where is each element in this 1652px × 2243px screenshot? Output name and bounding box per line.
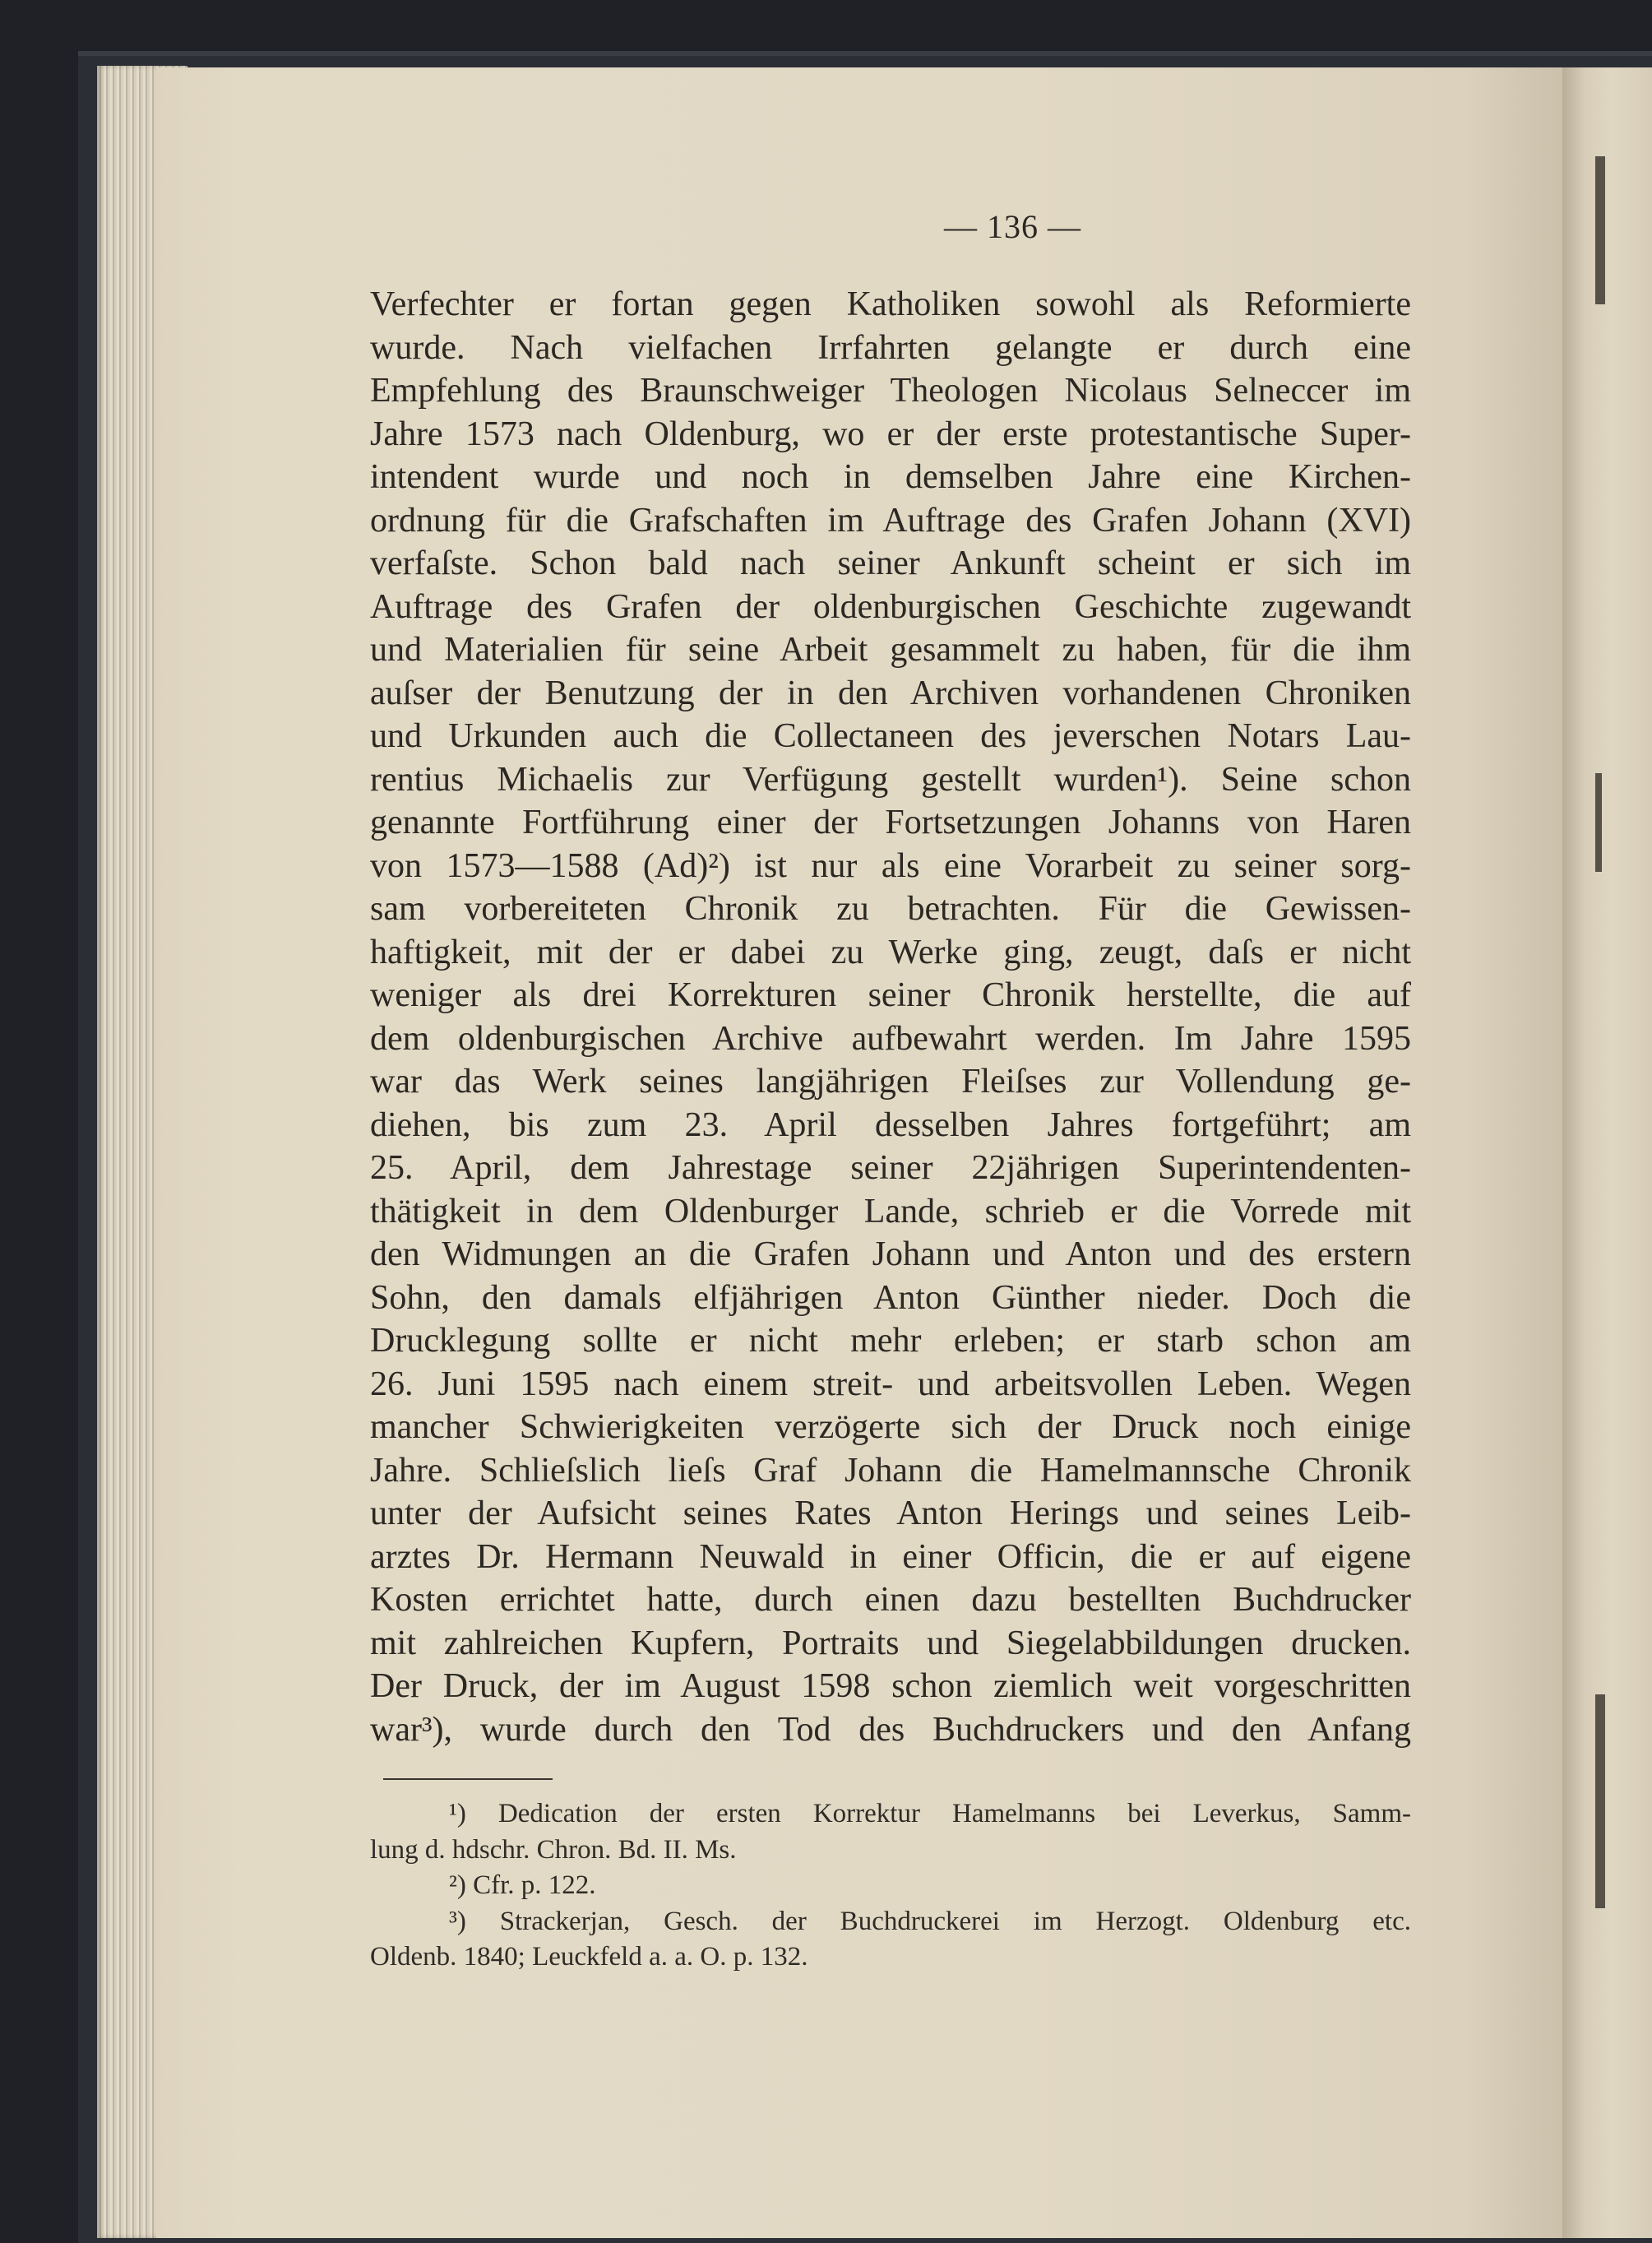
text-line: sam vorbereiteten Chronik zu betrachten. Für die Gewissen- (370, 890, 1411, 928)
text-line: mit zahlreichen Kupfern, Portraits und Siegelabbildungen drucken. (370, 1624, 1411, 1662)
text-line: rentius Michaelis zur Verfügung gestellt wurden¹). Seine schon (370, 760, 1411, 799)
text-line: Drucklegung sollte er nicht mehr erleben; er starb schon am (370, 1322, 1411, 1360)
text-line: diehen, bis zum 23. April desselben Jahres fortgeführt; am (370, 1105, 1411, 1144)
page-number: — 136 — (944, 208, 1081, 245)
text-line: weniger als drei Korrekturen seiner Chronik herstellte, die auf (370, 976, 1411, 1014)
gutter-shadow-mark (1595, 1694, 1605, 1908)
text-line: mancher Schwierigkeiten verzögerte sich der Druck noch einige (370, 1408, 1411, 1446)
text-line: und Urkunden auch die Collectaneen des jeverschen Notars Lau- (370, 717, 1411, 755)
text-line: Der Druck, der im August 1598 schon ziemlich weit vorgeschritten (370, 1667, 1411, 1705)
text-line: 25. April, dem Jahrestage seiner 22jährigen Superintendenten- (370, 1149, 1411, 1187)
text-line: Kosten errichtet hatte, durch einen dazu bestellten Buchdrucker (370, 1581, 1411, 1619)
text-line: unter der Aufsicht seines Rates Anton Herings und seines Leib- (370, 1495, 1411, 1532)
footnote-line: ³) Strackerjan, Gesch. der Buchdruckerei im Herzogt. Oldenburg etc. (449, 1906, 1411, 1936)
footnote-line: ¹) Dedication der ersten Korrektur Hamelmanns bei Leverkus, Samm- (449, 1799, 1411, 1828)
text-line: und Materialien für seine Arbeit gesammelt zu haben, für die ihm (370, 631, 1411, 669)
text-line: wurde. Nach vielfachen Irrfahrten gelangte er durch eine (370, 328, 1411, 367)
footnote-line: lung d. hdschr. Chron. Bd. II. Ms. (370, 1834, 737, 1865)
footnotes (370, 1796, 1411, 1976)
text-line: arztes Dr. Hermann Neuwald in einer Officin, die er auf eigene (370, 1537, 1411, 1576)
page-header (0, 207, 1652, 246)
text-line: 26. Juni 1595 nach einem streit- und arbeitsvollen Leben. Wegen (370, 1365, 1411, 1403)
text-line: thätigkeit in dem Oldenburger Lande, schrieb er die Vorrede mit (370, 1192, 1411, 1230)
footnote-rule (383, 1778, 553, 1780)
text-line: ordnung für die Grafschaften im Auftrage des Grafen Johann (XVI) (370, 501, 1411, 540)
text-line: Empfehlung des Braunschweiger Theologen Nicolaus Selneccer im (370, 372, 1411, 410)
text-line: haftigkeit, mit der er dabei zu Werke ging, zeugt, daſs er nicht (370, 933, 1411, 971)
main-text (370, 283, 1411, 1751)
text-line: Auftrage des Grafen der oldenburgischen Geschichte zugewandt (370, 587, 1411, 626)
text-line: war das Werk seines langjährigen Fleiſses zur Vollendung ge- (370, 1063, 1411, 1101)
gutter-shadow-mark (1595, 773, 1602, 872)
text-line: verfaſste. Schon bald nach seiner Ankunft scheint er sich im (370, 545, 1411, 582)
text-line: dem oldenburgischen Archive aufbewahrt werden. Im Jahre 1595 (370, 1019, 1411, 1058)
text-line: genannte Fortführung einer der Fortsetzungen Johanns von Haren (370, 804, 1411, 841)
text-line: Jahre. Schlieſslich lieſs Graf Johann die Hamelmannsche Chronik (370, 1451, 1411, 1490)
text-line: von 1573—1588 (Ad)²) ist nur als eine Vorarbeit zu seiner sorg- (370, 846, 1411, 885)
footnote-line: Oldenb. 1840; Leuckfeld a. a. O. p. 132. (370, 1942, 808, 1972)
text-line: den Widmungen an die Grafen Johann und Anton und des erstern (370, 1235, 1411, 1273)
footnote-line: ²) Cfr. p. 122. (449, 1870, 596, 1900)
text-line: intendent wurde und noch in demselben Jahre eine Kirchen- (370, 458, 1411, 496)
text-line: Verfechter er fortan gegen Katholiken sowohl als Reformierte (370, 285, 1411, 323)
text-line: auſser der Benutzung der in den Archiven vorhandenen Chroniken (370, 674, 1411, 712)
text-line: war³), wurde durch den Tod des Buchdruckers und den Anfang (370, 1710, 1411, 1749)
text-line: Sohn, den damals elfjährigen Anton Günther nieder. Doch die (370, 1278, 1411, 1317)
text-line: Jahre 1573 nach Oldenburg, wo er der erste protestantische Super- (370, 415, 1411, 453)
facing-page-gutter (1562, 67, 1652, 2238)
